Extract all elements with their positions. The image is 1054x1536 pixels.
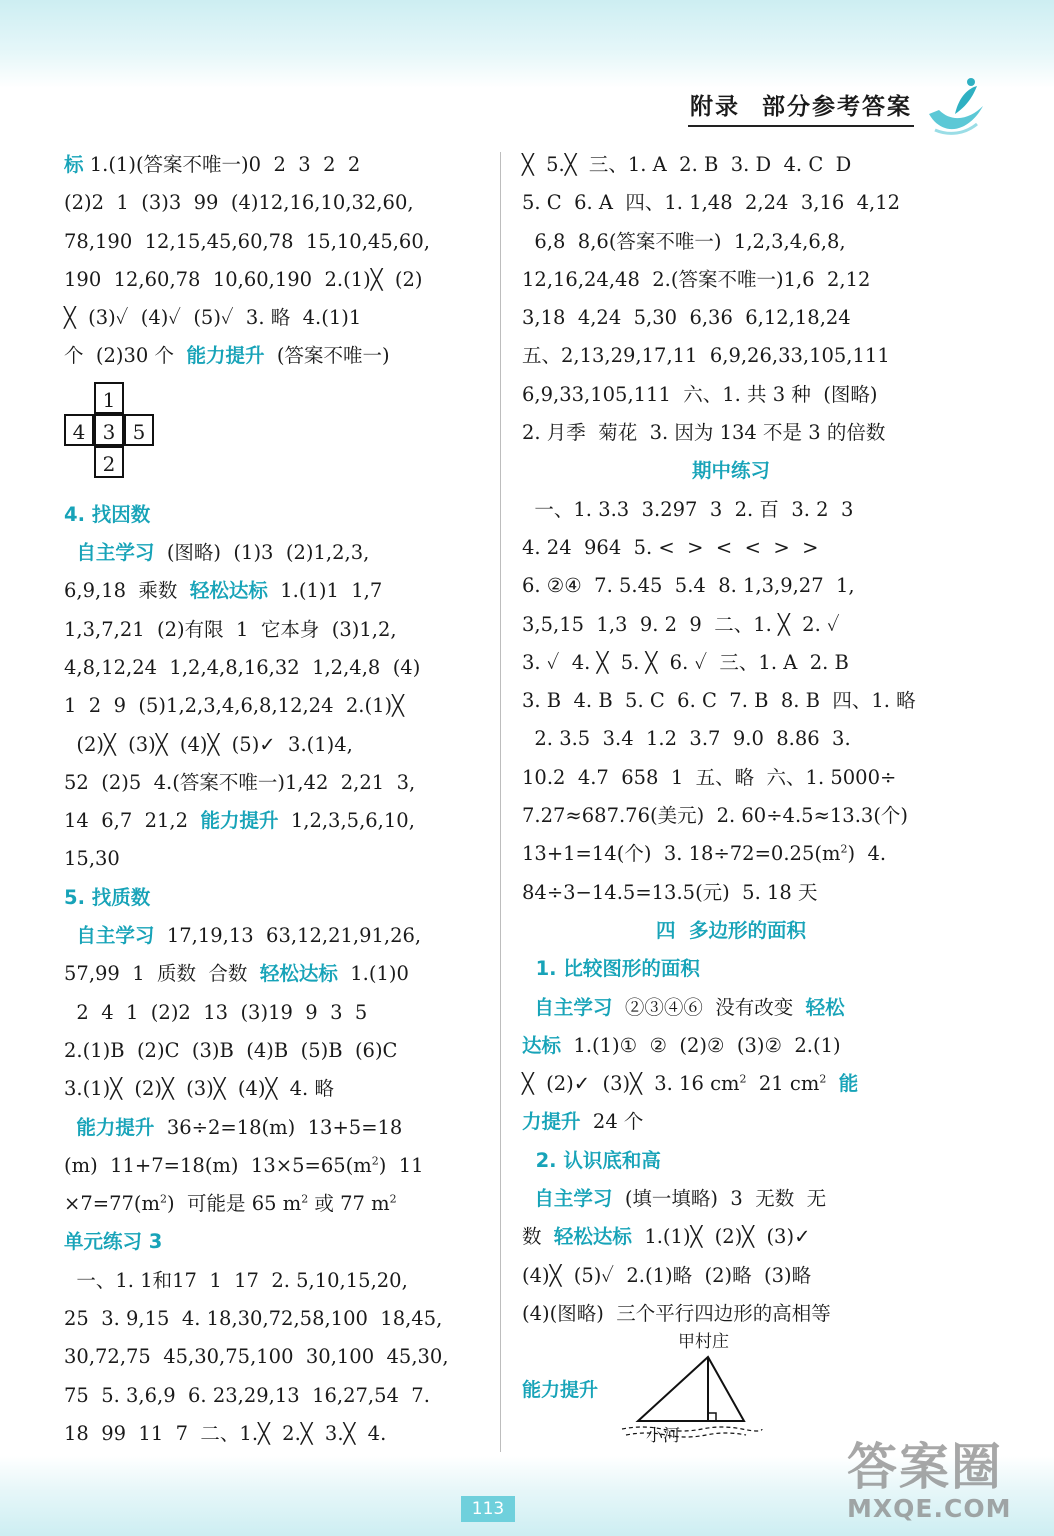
answer-text: 84÷3−14.5=13.5(元) 5. 18 天 [522,880,818,904]
superscript: 2 [371,1154,379,1168]
answer-line [64,1338,482,1376]
answer-line [522,1065,940,1103]
answer-line [64,994,482,1032]
answer-line [64,1070,482,1108]
answer-text: (4)(图略) 三个平行四边形的高相等 [522,1301,831,1325]
answer-text: 2. 月季 菊花 3. 因为 134 不是 3 的倍数 [522,421,886,445]
section-keyword: 能 [838,1072,859,1096]
grid-cell: 3 [94,414,124,446]
answer-text: 1.(1)╳ (2)╳ (3)✓ [631,1225,811,1249]
answer-text: ╳ (3)✓ (4)✓ (5)✓ 3. 略 4.(1)1 [64,306,362,330]
answer-line [64,764,482,802]
section-heading: 1. 比较图形的面积 [522,957,700,981]
answer-text: ②③④⑥ 没有改变 [612,995,806,1019]
triangle-diagram [522,1332,940,1447]
answer-line [64,1147,482,1185]
answer-line [522,1295,940,1333]
answer-text: 21 cm [746,1072,820,1096]
answer-text: 6. ②④ 7. 5.45 5.4 8. 1,3,9,27 1, [522,574,855,598]
section-keyword: 轻松达标 [259,962,338,986]
answer-text: 2.(1)B (2)C (3)B (4)B (5)B (6)C [64,1038,398,1062]
answer-line [64,534,482,572]
answer-text: 17,19,13 63,12,21,91,26, [154,924,422,948]
answer-line [522,1218,940,1256]
answer-line [522,606,940,644]
answer-text: 24 个 [580,1110,644,1134]
section-keyword: 力提升 [522,1110,581,1134]
answer-text: 一、1. 1和17 1 17 2. 5,10,15,20, [64,1268,408,1292]
superscript: 2 [840,842,848,856]
answer-text: 18 99 11 7 二、1.╳ 2.╳ 3.╳ 4. [64,1421,387,1445]
section-keyword: 达标 [522,1033,562,1057]
answer-text: 2 4 1 (2)2 13 (3)19 9 3 5 [64,1000,368,1024]
answer-text: (2)╳ (3)╳ (4)╳ (5)✓ 3.(1)4, [64,732,353,756]
superscript: 2 [160,1192,167,1206]
watermark-title: 答案圈 [847,1438,1003,1496]
section-heading: 5. 找质数 [64,885,151,909]
answer-text: 5. C 6. A 四、1. 1,48 2,24 3,16 4,12 [522,191,901,215]
answer-line [522,1257,940,1295]
answer-text: 或 77 m [308,1192,390,1216]
answer-text: 52 (2)5 4.(答案不唯一)1,42 2,21 3, [64,770,416,794]
answer-line [64,146,482,184]
answer-line [522,644,940,682]
superscript: 2 [819,1072,827,1086]
section-keyword: 自主学习 [534,1187,613,1211]
answer-line [522,759,940,797]
answer-text: 75 5. 3,6,9 6. 23,29,13 16,27,54 7. [64,1383,430,1407]
answer-line [64,337,482,375]
section-keyword: 轻松 [805,995,845,1019]
answer-text: 1,2,3,5,6,10, [278,809,415,833]
answer-text: 13+1=14(个) 3. 18÷72=0.25(m [522,842,841,866]
header-appendix: 附录 [690,93,740,120]
answer-text [64,541,76,564]
answer-line [64,687,482,725]
section-keyword: 轻松达标 [553,1225,632,1249]
answer-text: 6,8 8,6(答案不唯一) 1,2,3,4,6,8, [522,229,846,253]
answer-line [522,299,940,337]
answer-text: 4,8,12,24 1,2,4,8,16,32 1,2,4,8 (4) [64,655,421,679]
section-keyword: 标 [64,153,84,176]
answer-text: 1.(1)0 [337,962,409,986]
answer-line [64,649,482,687]
answer-text: 个 (2)30 个 [64,344,187,368]
answer-text: 3. B 4. B 5. C 6. C 7. B 8. B 四、1. 略 [522,689,916,713]
answer-line [64,802,482,840]
answer-text: 190 12,60,78 10,60,190 2.(1)╳ (2) [64,267,423,291]
answer-text: 1 2 9 (5)1,2,3,4,6,8,12,24 2.(1)╳ [64,694,404,718]
answer-text [64,924,76,947]
answer-text: ╳ 5.╳ 三、1. A 2. B 3. D 4. C D [522,153,852,176]
superscript: 2 [739,1072,747,1086]
answer-line [522,874,940,912]
answer-line [64,1032,482,1070]
answer-line [64,1300,482,1338]
answer-line [522,1103,940,1141]
answer-line [64,1262,482,1300]
section-heading: 四 多边形的面积 [655,918,807,942]
answer-text: 6,9,18 乘数 [64,579,190,603]
answer-text: 3,18 4,24 5,30 6,36 6,12,18,24 [522,306,851,330]
answer-line [522,491,940,529]
answer-text: 1,3,7,21 (2)有限 1 它本身 (3)1,2, [64,617,397,641]
answer-text: 一、1. 3.3 3.297 3 2. 百 3. 2 3 [522,497,854,521]
top-decoration-band [0,0,1054,88]
answer-text: 3. ✓ 4. ╳ 5. ╳ 6. ✓ 三、1. A 2. B [522,650,849,674]
answer-text: 1.(1)① ② (2)② (3)② 2.(1) [561,1033,841,1057]
right-column [522,146,940,1447]
grid-cell: 5 [124,414,154,446]
cross-number-grid [64,380,174,492]
section-heading: 4. 找因数 [64,502,151,526]
grid-cell: 4 [64,414,94,446]
answer-text: 数 [522,1225,554,1249]
answer-line [522,223,940,261]
answer-line [522,146,940,184]
answer-line [64,184,482,222]
answer-line [64,917,482,955]
watermark-domain: MXQE.COM [847,1494,1012,1523]
answer-text: ) 可能是 65 m [167,1192,302,1216]
answer-line [522,835,940,873]
answer-text [64,1116,76,1139]
answer-text: 15,30 [64,847,120,871]
answer-line [522,1027,940,1065]
answer-line [522,529,940,567]
column-divider [500,152,501,1452]
answer-text: (m) 11+7=18(m) 13×5=65(m [64,1153,372,1177]
answer-text: 7.27≈687.76(美元) 2. 60÷4.5≈13.3(个) [522,804,909,828]
answer-text: 30,72,75 45,30,75,100 30,100 45,30, [64,1345,449,1369]
answer-text: ) 4. [847,842,887,866]
answer-text: (2)2 1 (3)3 99 (4)12,16,10,32,60, [64,191,414,215]
grid-cell: 1 [94,382,124,414]
answer-text: 3,5,15 1,3 9. 2 9 二、1. ╳ 2. ✓ [522,612,840,636]
river-label: 小河 [646,1426,680,1447]
answer-line [522,797,940,835]
grid-cell: 2 [94,446,124,478]
answer-line [522,567,940,605]
answer-text: (4)╳ (5)✓ 2.(1)略 (2)略 (3)略 [522,1263,812,1287]
answer-line [522,682,940,720]
answer-line [522,376,940,414]
answer-text: ╳ (2)✓ (3)╳ 3. 16 cm [522,1072,740,1096]
section-keyword: 能力提升 [186,344,265,368]
answer-line [64,840,482,878]
answer-line [64,611,482,649]
watermark-logo [847,1440,1042,1530]
answer-line [64,1185,482,1223]
section-keyword: 能力提升 [76,1115,155,1139]
answer-line [64,223,482,261]
answer-line [522,184,940,222]
answer-text: 78,190 12,15,45,60,78 15,10,45,60, [64,229,430,253]
answer-line [64,1109,482,1147]
answer-text: 12,16,24,48 2.(答案不唯一)1,6 2,12 [522,267,871,291]
page-number: 113 [461,1496,515,1522]
answer-line [522,337,940,375]
answer-line [522,261,940,299]
section-keyword: 自主学习 [534,995,613,1019]
ability-label: 能力提升 [522,1379,599,1402]
answer-line [64,955,482,993]
answer-text: (图略) (1)3 (2)1,2,3, [154,541,370,565]
answer-text [522,996,534,1019]
page-header [688,88,914,127]
answer-line [64,1377,482,1415]
section-heading: 2. 认识底和高 [522,1148,661,1172]
answer-text: 1.(1)1 1,7 [267,579,383,603]
answer-text: 36÷2=18(m) 13+5=18 [154,1115,403,1139]
answer-text: 6,9,33,105,111 六、1. 共 3 种 (图略) [522,382,878,406]
answer-line [522,1180,940,1218]
answer-line [64,261,482,299]
section-keyword: 自主学习 [76,924,155,948]
answer-text: ×7=77(m [64,1192,160,1216]
answer-line [64,726,482,764]
answer-text: 57,99 1 质数 合数 [64,962,260,986]
answer-line [64,1415,482,1453]
answer-text: 1.(1)(答案不唯一)0 2 3 2 2 [83,153,361,176]
answer-text: 五、2,13,29,17,11 6,9,26,33,105,111 [522,344,890,368]
answer-text: ) 11 [378,1153,424,1177]
answer-text: 2. 3.5 3.4 1.2 3.7 9.0 8.86 3. [522,727,851,751]
answer-text: (答案不唯一) [264,344,390,368]
answer-text: 14 6,7 21,2 [64,809,201,833]
answer-text: 3.(1)╳ (2)╳ (3)╳ (4)╳ 4. 略 [64,1077,334,1101]
bird-logo-icon [925,74,987,140]
superscript: 2 [389,1192,397,1206]
village-label: 甲村庄 [678,1332,729,1353]
section-keyword: 能力提升 [200,809,279,833]
answer-text [522,1187,534,1210]
answer-text: 25 3. 9,15 4. 18,30,72,58,100 18,45, [64,1307,443,1331]
section-heading: 单元练习 3 [64,1230,163,1254]
answer-line [64,299,482,337]
section-heading: 期中练习 [691,459,770,483]
answer-line [64,572,482,610]
section-keyword: 自主学习 [76,541,155,565]
section-keyword: 轻松达标 [189,579,268,603]
left-column [64,146,482,1453]
answer-line [522,720,940,758]
answer-text: 10.2 4.7 658 1 五、略 六、1. 5000÷ [522,765,897,789]
answer-text: (填一填略) 3 无数 无 [612,1187,827,1211]
answer-line [522,989,940,1027]
answer-text: 4. 24 964 5. < > < < > > [522,535,819,559]
superscript: 2 [301,1192,309,1206]
answer-line [522,414,940,452]
header-answers-title: 部分参考答案 [762,93,912,120]
answer-text [826,1072,838,1095]
